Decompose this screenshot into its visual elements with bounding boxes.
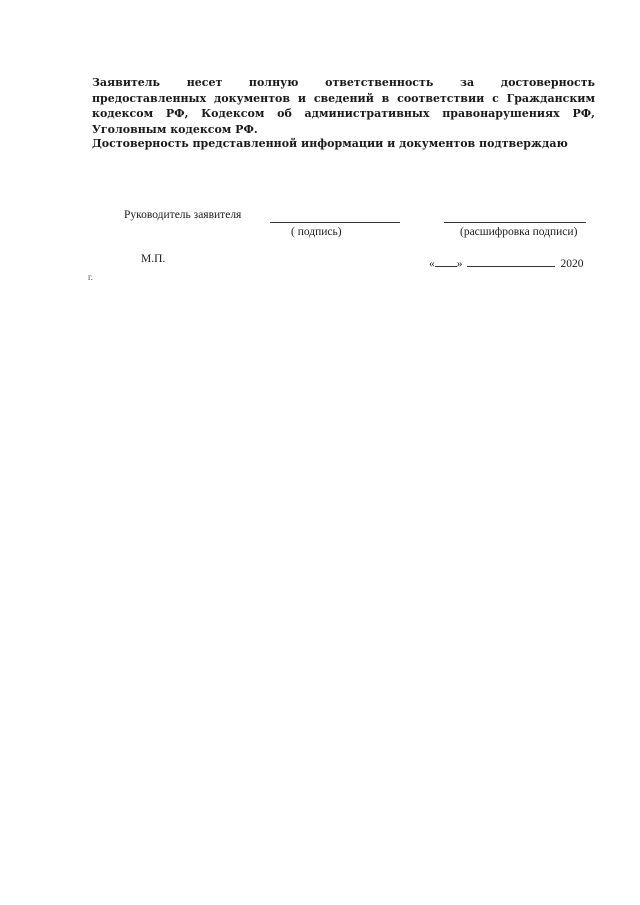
date-close-quote: » bbox=[456, 258, 463, 270]
margin-mark: г. bbox=[88, 272, 93, 282]
signature-decode-line bbox=[444, 222, 586, 223]
responsibility-statement: Заявитель несет полную ответственность за достоверность предоставленных документов и сведений в соответствии с Гражданским кодексом РФ, Кодексом об административных правонарушениях РФ, Уголовным кодексом РФ. bbox=[92, 76, 595, 136]
date-field bbox=[429, 255, 584, 270]
date-month-blank bbox=[467, 255, 555, 267]
stamp-placeholder-label: М.П. bbox=[141, 253, 166, 265]
signature-caption: ( подпись) bbox=[291, 226, 342, 238]
signatory-role-label: Руководитель заявителя bbox=[124, 209, 242, 221]
date-open-quote: « bbox=[429, 258, 435, 270]
signature-decode-caption: (расшифровка подписи) bbox=[460, 226, 578, 238]
date-day-blank bbox=[435, 255, 457, 267]
confirmation-statement: Достоверность представленной информации и документов подтверждаю bbox=[92, 137, 568, 150]
date-year: 2020 bbox=[560, 258, 584, 270]
signature-line bbox=[270, 222, 400, 223]
